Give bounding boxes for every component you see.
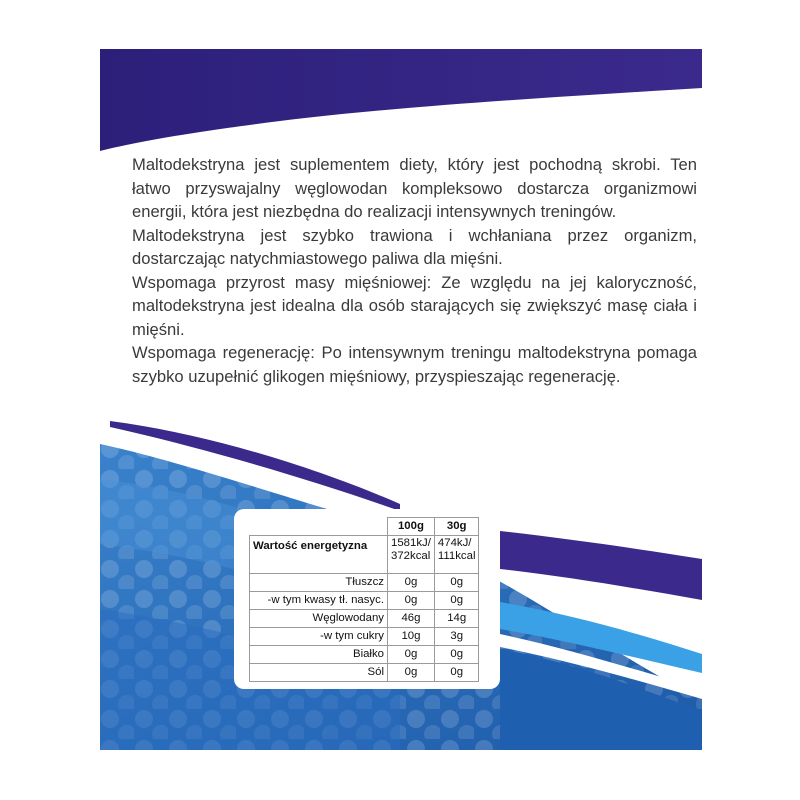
table-header-row [250,518,479,536]
description-paragraph: Wspomaga przyrost masy mięśniowej: Ze względu na jej kaloryczność, maltodekstryna jest idealna dla osób starających się zwiększyć masę ciała i mięśni. [132,272,697,339]
header-100g: 100g [388,518,435,536]
product-description [132,153,697,388]
energy-100g: 1581kJ/ 372kcal [388,536,435,574]
header-30g: 30g [434,518,479,536]
table-row: -w tym kwasy tł. nasyc. 0g 0g [250,592,479,610]
table-row: Węglowodany 46g 14g [250,610,479,628]
nutrition-box [234,509,500,689]
table-row-energy [250,536,479,574]
description-paragraph: Maltodekstryna jest szybko trawiona i wchłaniana przez organizm, dostarczając natychmiastowego paliwa dla mięśni. [132,225,697,268]
table-row: -w tym cukry 10g 3g [250,628,479,646]
table-row: Białko 0g 0g [250,646,479,664]
empty-header-cell [250,518,388,536]
energy-30g: 474kJ/ 111kcal [434,536,479,574]
description-paragraph: Wspomaga regenerację: Po intensywnym treningu maltodekstryna pomaga szybko uzupełnić glikogen mięśniowy, przyspieszając regenerację. [132,343,697,386]
description-paragraph: Maltodekstryna jest suplementem diety, który jest pochodną skrobi. Ten łatwo przyswajalny węglowodan kompleksowo dostarcza organizmowi energii, która jest niezbędna do realizacji intensywnych treningów. [132,155,697,221]
product-panel [100,49,702,750]
table-row: Sól 0g 0g [250,664,479,682]
top-wave [100,49,702,151]
energy-label: Wartość energetyzna [250,536,388,574]
nutrition-table [249,517,479,682]
table-row: Tłuszcz 0g 0g [250,574,479,592]
